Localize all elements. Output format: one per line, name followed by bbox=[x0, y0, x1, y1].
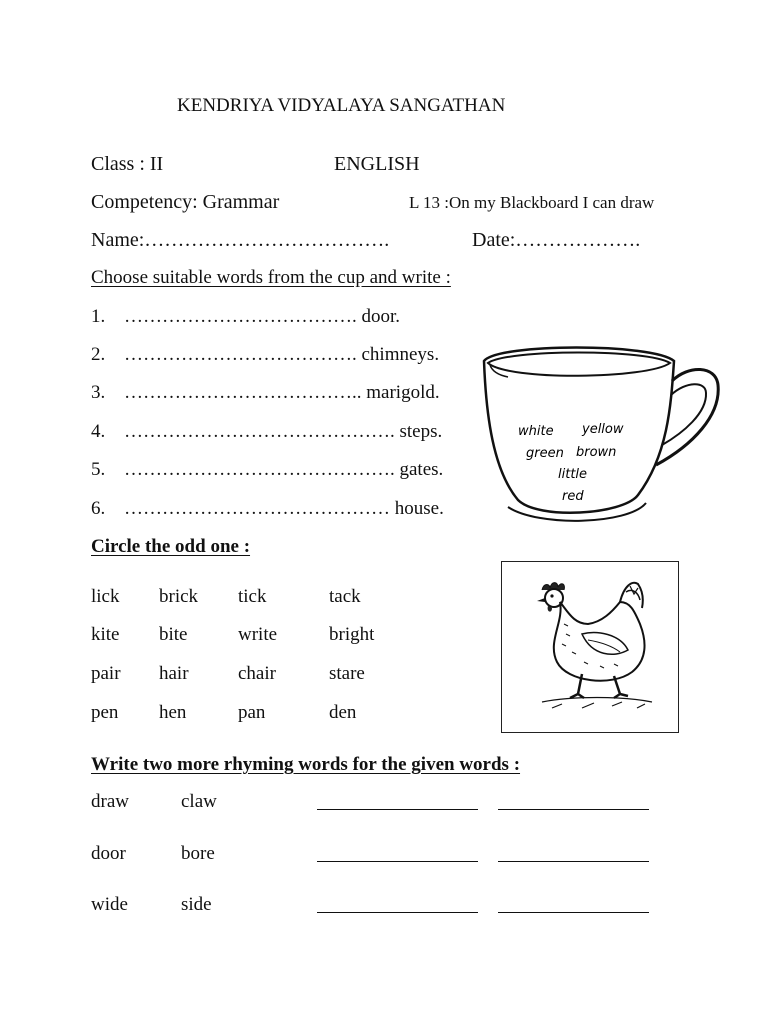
rhyme-example: side bbox=[181, 894, 212, 915]
item-number: 5. bbox=[91, 459, 106, 480]
class-label: Class : II bbox=[91, 153, 164, 175]
fill-blank-item: …………………………………… house. bbox=[124, 498, 444, 519]
word-cell: tick bbox=[238, 586, 267, 607]
word-cell: hair bbox=[159, 663, 189, 684]
fill-blank-item: ………………………………. chimneys. bbox=[124, 344, 440, 365]
section1-heading: Choose suitable words from the cup and write : bbox=[91, 267, 451, 288]
rhyme-word: draw bbox=[91, 791, 129, 812]
section3-heading: Write two more rhyming words for the given words : bbox=[91, 754, 521, 775]
cup-word-red: red bbox=[562, 489, 584, 504]
hen-illustration-frame bbox=[501, 561, 679, 733]
item-number: 1. bbox=[91, 306, 106, 327]
fill-blank-item: ……………………………….. marigold. bbox=[124, 382, 440, 403]
answer-line bbox=[498, 809, 649, 810]
answer-line bbox=[317, 912, 478, 913]
section2-heading: Circle the odd one : bbox=[91, 536, 251, 557]
fill-blank-item: ………………………………. door. bbox=[124, 306, 401, 327]
word-cell: bite bbox=[159, 624, 188, 645]
item-number: 6. bbox=[91, 498, 106, 519]
word-cell: den bbox=[329, 702, 357, 723]
cup-word-white: white bbox=[518, 424, 554, 439]
rhyme-word: wide bbox=[91, 894, 128, 915]
subject-label: ENGLISH bbox=[334, 153, 420, 175]
fill-blank-item: ……………………………………. steps. bbox=[124, 421, 443, 442]
word-cell: brick bbox=[159, 586, 199, 607]
hen-icon bbox=[502, 562, 677, 731]
school-title: KENDRIYA VIDYALAYA SANGATHAN bbox=[177, 95, 506, 116]
cup-illustration bbox=[478, 335, 728, 535]
name-field: Name:………………………………. bbox=[91, 229, 390, 251]
answer-line bbox=[498, 861, 649, 862]
word-cell: bright bbox=[329, 624, 375, 645]
rhyme-word: door bbox=[91, 843, 126, 864]
word-cell: write bbox=[238, 624, 278, 645]
word-cell: pen bbox=[91, 702, 119, 723]
cup-word-yellow: yellow bbox=[582, 422, 624, 437]
date-field: Date:………………. bbox=[472, 229, 641, 251]
competency-label: Competency: Grammar bbox=[91, 191, 280, 213]
word-cell: stare bbox=[329, 663, 365, 684]
word-cell: kite bbox=[91, 624, 120, 645]
answer-line bbox=[498, 912, 649, 913]
word-cell: tack bbox=[329, 586, 361, 607]
rhyme-example: claw bbox=[181, 791, 217, 812]
rhyme-example: bore bbox=[181, 843, 215, 864]
answer-line bbox=[317, 809, 478, 810]
word-cell: lick bbox=[91, 586, 120, 607]
item-number: 4. bbox=[91, 421, 106, 442]
item-number: 2. bbox=[91, 344, 106, 365]
fill-blank-item: ……………………………………. gates. bbox=[124, 459, 444, 480]
cup-word-brown: brown bbox=[576, 445, 617, 460]
lesson-label: L 13 :On my Blackboard I can draw bbox=[409, 193, 655, 212]
answer-line bbox=[317, 861, 478, 862]
item-number: 3. bbox=[91, 382, 106, 403]
word-cell: pan bbox=[238, 702, 266, 723]
cup-word-little: little bbox=[558, 467, 588, 482]
word-cell: hen bbox=[159, 702, 187, 723]
word-cell: pair bbox=[91, 663, 121, 684]
cup-word-green: green bbox=[526, 446, 564, 461]
word-cell: chair bbox=[238, 663, 276, 684]
